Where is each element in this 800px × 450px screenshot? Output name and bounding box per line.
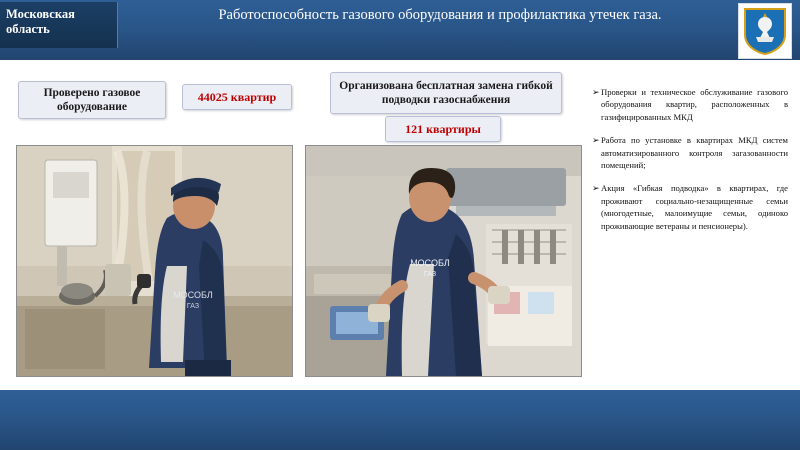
list-item [592, 86, 788, 123]
page-title: Работоспособность газового оборудования и профилактика утечек газа. [218, 7, 662, 23]
photo-gas-water-heater-inspection [16, 145, 293, 377]
coat-of-arms-icon [743, 7, 787, 55]
svg-text:ГАЗ: ГАЗ [423, 271, 437, 278]
photo-left-image [17, 146, 292, 376]
callout-checked-equipment-value: 44025 квартир [182, 84, 292, 110]
slide-body [0, 60, 800, 390]
list-item-text: Акция «Гибкая подводка» в квартирах, где проживают социально-незащищенные семьи (многодетные, малоимущие семьи, одиноко проживающие ветераны и пенсионеры). [601, 183, 788, 231]
arrow-bullet-icon: ➢ [592, 183, 600, 194]
bullet-list [592, 86, 788, 243]
region-badge: Московская область [0, 2, 118, 48]
photo-gas-stove-inspection [305, 145, 582, 377]
slide-header [0, 0, 800, 60]
arrow-bullet-icon: ➢ [592, 87, 600, 97]
photo-right-image [306, 146, 581, 376]
svg-text:МОСОБЛ: МОСОБЛ [410, 258, 450, 268]
arrow-bullet-icon: ➢ [592, 135, 600, 146]
slide-footer [0, 390, 800, 450]
callout-checked-equipment: Проверено газовое оборудование [18, 81, 166, 119]
callout-free-replacement-value: 121 квартиры [385, 116, 501, 142]
coat-of-arms [738, 3, 792, 59]
list-item [592, 182, 788, 232]
callout-free-replacement: Организована бесплатная замена гибкой подводки газоснабжения [330, 72, 562, 114]
list-item-text: Проверки и техническое обслуживание газового оборудования квартир, расположенных в газифицированных МКД [601, 87, 788, 122]
list-item-text: Работа по установке в квартирах МКД систем автоматизированного контроля загазованности помещений; [601, 135, 788, 171]
list-item [592, 134, 788, 171]
svg-text:МОСОБЛ: МОСОБЛ [173, 290, 213, 300]
svg-text:ГАЗ: ГАЗ [186, 303, 200, 310]
